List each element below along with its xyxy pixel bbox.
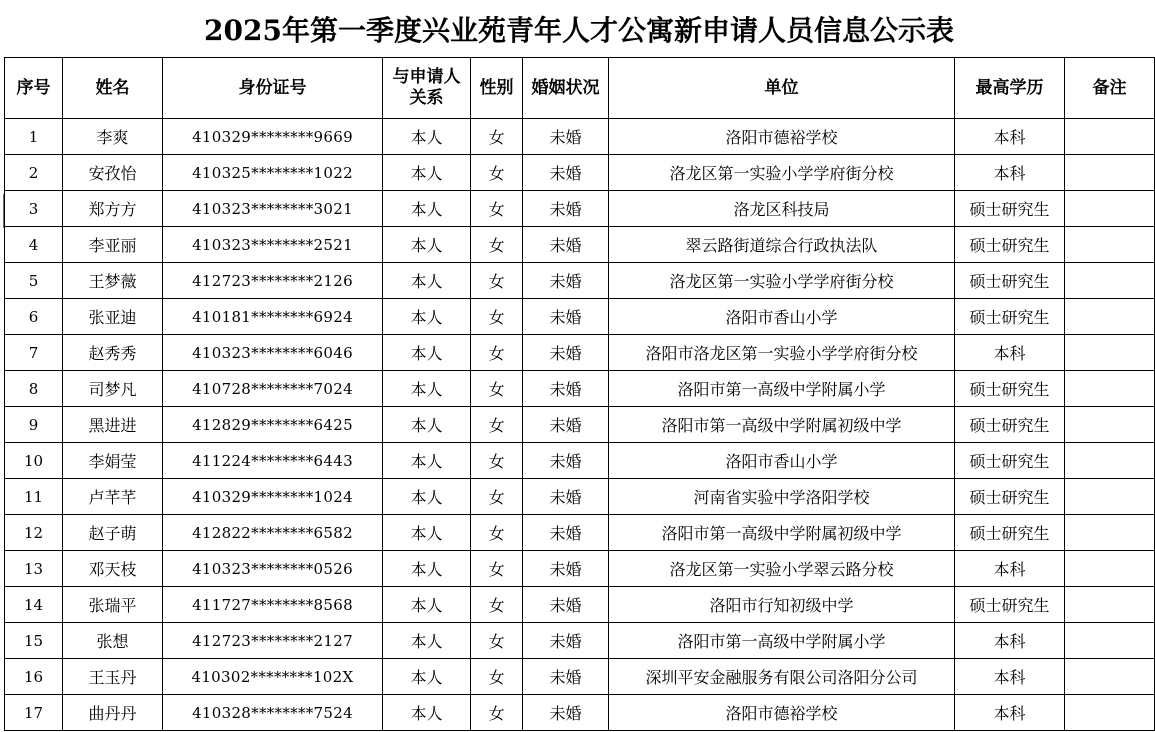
table-row [5, 515, 1155, 551]
cell-name[interactable]: 王玉丹 [63, 659, 163, 695]
title-row [4, 0, 1154, 58]
cell-name[interactable]: 张瑞平 [63, 587, 163, 623]
table-row [5, 263, 1155, 299]
cell-marital-status[interactable]: 未婚 [523, 443, 609, 479]
cell-note[interactable] [1065, 515, 1155, 551]
cell-marital-status[interactable]: 未婚 [523, 659, 609, 695]
cell-education[interactable]: 本科 [955, 155, 1065, 191]
cell-seq[interactable]: 1 [5, 119, 63, 155]
cell-marital-status[interactable]: 未婚 [523, 227, 609, 263]
cell-name[interactable]: 赵秀秀 [63, 335, 163, 371]
cell-marital-status[interactable]: 未婚 [523, 191, 609, 227]
cell-relation[interactable]: 本人 [383, 551, 471, 587]
cell-education[interactable]: 硕士研究生 [955, 587, 1065, 623]
table-row [5, 119, 1155, 155]
header-note: 备注 [1065, 58, 1155, 119]
cell-gender[interactable]: 女 [471, 515, 523, 551]
header-marital: 婚姻状况 [523, 58, 609, 119]
cell-gender[interactable]: 女 [471, 659, 523, 695]
cell-gender[interactable]: 女 [471, 119, 523, 155]
header-relation [383, 58, 471, 119]
cell-id-number[interactable]: 410328********7524 [163, 695, 383, 731]
cell-unit[interactable]: 洛阳市第一高级中学附属小学 [609, 371, 955, 407]
header-relation-line1: 与申请人 [392, 67, 461, 87]
cell-note[interactable] [1065, 263, 1155, 299]
header-id: 身份证号 [163, 58, 383, 119]
cell-relation[interactable]: 本人 [383, 263, 471, 299]
cell-name[interactable]: 李娟莹 [63, 443, 163, 479]
table-row [5, 587, 1155, 623]
cell-education[interactable]: 本科 [955, 623, 1065, 659]
cell-name[interactable]: 张想 [63, 623, 163, 659]
header-gender: 性别 [471, 58, 523, 119]
cell-education[interactable]: 硕士研究生 [955, 263, 1065, 299]
page-title: 2025年第一季度兴业苑青年人才公寓新申请人员信息公示表 [204, 13, 954, 47]
cell-unit[interactable]: 深圳平安金融服务有限公司洛阳分公司 [609, 659, 955, 695]
cell-name[interactable]: 赵子萌 [63, 515, 163, 551]
cell-name[interactable]: 郑方方 [63, 191, 163, 227]
cell-seq[interactable]: 7 [5, 335, 63, 371]
cell-unit[interactable]: 洛龙区科技局 [609, 191, 955, 227]
cell-education[interactable]: 硕士研究生 [955, 479, 1065, 515]
cell-relation[interactable]: 本人 [383, 227, 471, 263]
cell-unit[interactable]: 洛阳市洛龙区第一实验小学学府街分校 [609, 335, 955, 371]
cell-name[interactable]: 王梦薇 [63, 263, 163, 299]
cell-name[interactable]: 张亚迪 [63, 299, 163, 335]
cell-relation[interactable]: 本人 [383, 299, 471, 335]
cell-relation[interactable]: 本人 [383, 119, 471, 155]
cell-education[interactable]: 硕士研究生 [955, 371, 1065, 407]
cell-marital-status[interactable]: 未婚 [523, 407, 609, 443]
cell-education[interactable]: 硕士研究生 [955, 191, 1065, 227]
table-row [5, 155, 1155, 191]
cell-marital-status[interactable]: 未婚 [523, 299, 609, 335]
cell-seq[interactable]: 17 [5, 695, 63, 731]
cell-relation[interactable]: 本人 [383, 407, 471, 443]
cell-education[interactable]: 硕士研究生 [955, 407, 1065, 443]
cell-marital-status[interactable]: 未婚 [523, 335, 609, 371]
cell-id-number[interactable]: 410329********1024 [163, 479, 383, 515]
cell-seq[interactable]: 6 [5, 299, 63, 335]
cell-id-number[interactable]: 410323********0526 [163, 551, 383, 587]
cell-id-number[interactable]: 412829********6425 [163, 407, 383, 443]
cell-seq[interactable]: 10 [5, 443, 63, 479]
cell-note[interactable] [1065, 191, 1155, 227]
cell-unit[interactable]: 洛阳市香山小学 [609, 443, 955, 479]
cell-relation[interactable]: 本人 [383, 695, 471, 731]
cell-id-number[interactable]: 410325********1022 [163, 155, 383, 191]
cell-name[interactable]: 司梦凡 [63, 371, 163, 407]
cell-seq[interactable]: 2 [5, 155, 63, 191]
cell-education[interactable]: 硕士研究生 [955, 443, 1065, 479]
cell-id-number[interactable]: 410323********2521 [163, 227, 383, 263]
cell-unit[interactable]: 洛阳市第一高级中学附属初级中学 [609, 407, 955, 443]
table-row [5, 191, 1155, 227]
cell-education[interactable]: 本科 [955, 551, 1065, 587]
cell-unit[interactable]: 洛阳市德裕学校 [609, 695, 955, 731]
cell-note[interactable] [1065, 119, 1155, 155]
cell-id-number[interactable]: 411727********8568 [163, 587, 383, 623]
cell-note[interactable] [1065, 407, 1155, 443]
cell-marital-status[interactable]: 未婚 [523, 695, 609, 731]
applicant-table [4, 57, 1155, 731]
header-name: 姓名 [63, 58, 163, 119]
cell-relation[interactable]: 本人 [383, 443, 471, 479]
cell-unit[interactable]: 洛阳市第一高级中学附属初级中学 [609, 515, 955, 551]
table-row [5, 659, 1155, 695]
cell-unit[interactable]: 洛龙区第一实验小学翠云路分校 [609, 551, 955, 587]
cell-marital-status[interactable]: 未婚 [523, 515, 609, 551]
cell-relation[interactable]: 本人 [383, 587, 471, 623]
cell-gender[interactable]: 女 [471, 623, 523, 659]
cell-name[interactable]: 李爽 [63, 119, 163, 155]
cell-note[interactable] [1065, 587, 1155, 623]
cell-seq[interactable]: 8 [5, 371, 63, 407]
cell-note[interactable] [1065, 443, 1155, 479]
cell-education[interactable]: 本科 [955, 119, 1065, 155]
cell-education[interactable]: 本科 [955, 335, 1065, 371]
header-edu: 最高学历 [955, 58, 1065, 119]
cell-gender[interactable]: 女 [471, 227, 523, 263]
cell-gender[interactable]: 女 [471, 371, 523, 407]
cell-marital-status[interactable]: 未婚 [523, 587, 609, 623]
cell-relation[interactable]: 本人 [383, 515, 471, 551]
cell-note[interactable] [1065, 227, 1155, 263]
cell-relation[interactable]: 本人 [383, 371, 471, 407]
cell-id-number[interactable]: 410728********7024 [163, 371, 383, 407]
table-row [5, 623, 1155, 659]
cell-seq[interactable]: 13 [5, 551, 63, 587]
cell-unit[interactable]: 洛阳市行知初级中学 [609, 587, 955, 623]
table-row [5, 407, 1155, 443]
table-body [5, 119, 1155, 731]
cell-marital-status[interactable]: 未婚 [523, 479, 609, 515]
cell-gender[interactable]: 女 [471, 695, 523, 731]
cell-note[interactable] [1065, 623, 1155, 659]
cell-note[interactable] [1065, 299, 1155, 335]
header-unit: 单位 [609, 58, 955, 119]
cell-unit[interactable]: 洛阳市香山小学 [609, 299, 955, 335]
cell-note[interactable] [1065, 335, 1155, 371]
cell-seq[interactable]: 16 [5, 659, 63, 695]
cell-seq[interactable]: 11 [5, 479, 63, 515]
table-row [5, 371, 1155, 407]
cell-relation[interactable]: 本人 [383, 335, 471, 371]
cell-seq[interactable]: 4 [5, 227, 63, 263]
cell-relation[interactable]: 本人 [383, 191, 471, 227]
cell-marital-status[interactable]: 未婚 [523, 119, 609, 155]
cell-unit[interactable]: 洛龙区第一实验小学学府街分校 [609, 155, 955, 191]
cell-relation[interactable]: 本人 [383, 623, 471, 659]
cell-gender[interactable]: 女 [471, 191, 523, 227]
cell-name[interactable]: 黑进进 [63, 407, 163, 443]
cell-seq[interactable]: 14 [5, 587, 63, 623]
table-row [5, 443, 1155, 479]
cell-id-number[interactable]: 410323********3021 [163, 191, 383, 227]
cell-gender[interactable]: 女 [471, 263, 523, 299]
cell-relation[interactable]: 本人 [383, 479, 471, 515]
table-row [5, 335, 1155, 371]
cell-gender[interactable]: 女 [471, 335, 523, 371]
table-row [5, 479, 1155, 515]
cell-note[interactable] [1065, 551, 1155, 587]
cell-gender[interactable]: 女 [471, 587, 523, 623]
cell-note[interactable] [1065, 695, 1155, 731]
cell-id-number[interactable]: 410181********6924 [163, 299, 383, 335]
header-row [5, 58, 1155, 119]
cell-note[interactable] [1065, 659, 1155, 695]
cell-id-number[interactable]: 411224********6443 [163, 443, 383, 479]
cell-marital-status[interactable]: 未婚 [523, 263, 609, 299]
cell-gender[interactable]: 女 [471, 479, 523, 515]
cell-seq[interactable]: 9 [5, 407, 63, 443]
table-row [5, 299, 1155, 335]
cell-education[interactable]: 硕士研究生 [955, 299, 1065, 335]
cell-id-number[interactable]: 410329********9669 [163, 119, 383, 155]
cell-gender[interactable]: 女 [471, 299, 523, 335]
cell-note[interactable] [1065, 155, 1155, 191]
cell-seq[interactable]: 3 [5, 191, 63, 227]
cell-name[interactable]: 安孜怡 [63, 155, 163, 191]
cell-education[interactable]: 硕士研究生 [955, 515, 1065, 551]
cell-gender[interactable]: 女 [471, 443, 523, 479]
cell-name[interactable]: 李亚丽 [63, 227, 163, 263]
cell-marital-status[interactable]: 未婚 [523, 551, 609, 587]
cell-note[interactable] [1065, 479, 1155, 515]
cell-seq[interactable]: 12 [5, 515, 63, 551]
cell-relation[interactable]: 本人 [383, 155, 471, 191]
cell-unit[interactable]: 洛龙区第一实验小学学府街分校 [609, 263, 955, 299]
table-row [5, 551, 1155, 587]
cell-id-number[interactable]: 412723********2127 [163, 623, 383, 659]
table-row [5, 695, 1155, 731]
cell-name[interactable]: 卢芊芊 [63, 479, 163, 515]
cell-marital-status[interactable]: 未婚 [523, 623, 609, 659]
table-row [5, 227, 1155, 263]
cell-seq[interactable]: 15 [5, 623, 63, 659]
cell-education[interactable]: 硕士研究生 [955, 227, 1065, 263]
cell-unit[interactable]: 洛阳市第一高级中学附属小学 [609, 623, 955, 659]
cell-marital-status[interactable]: 未婚 [523, 371, 609, 407]
cell-id-number[interactable]: 410302********102X [163, 659, 383, 695]
cell-gender[interactable]: 女 [471, 407, 523, 443]
cell-education[interactable]: 本科 [955, 659, 1065, 695]
header-relation-line2: 关系 [409, 88, 444, 108]
cell-gender[interactable]: 女 [471, 155, 523, 191]
cell-id-number[interactable]: 412723********2126 [163, 263, 383, 299]
header-seq: 序号 [5, 58, 63, 119]
cell-education[interactable]: 本科 [955, 695, 1065, 731]
cell-name[interactable]: 曲丹丹 [63, 695, 163, 731]
cell-name[interactable]: 邓天枝 [63, 551, 163, 587]
cell-gender[interactable]: 女 [471, 551, 523, 587]
cell-unit[interactable]: 翠云路街道综合行政执法队 [609, 227, 955, 263]
cell-unit[interactable]: 洛阳市德裕学校 [609, 119, 955, 155]
cell-id-number[interactable]: 412822********6582 [163, 515, 383, 551]
cell-id-number[interactable]: 410323********6046 [163, 335, 383, 371]
cell-marital-status[interactable]: 未婚 [523, 155, 609, 191]
cell-relation[interactable]: 本人 [383, 659, 471, 695]
cell-unit[interactable]: 河南省实验中学洛阳学校 [609, 479, 955, 515]
cell-seq[interactable]: 5 [5, 263, 63, 299]
cell-note[interactable] [1065, 371, 1155, 407]
